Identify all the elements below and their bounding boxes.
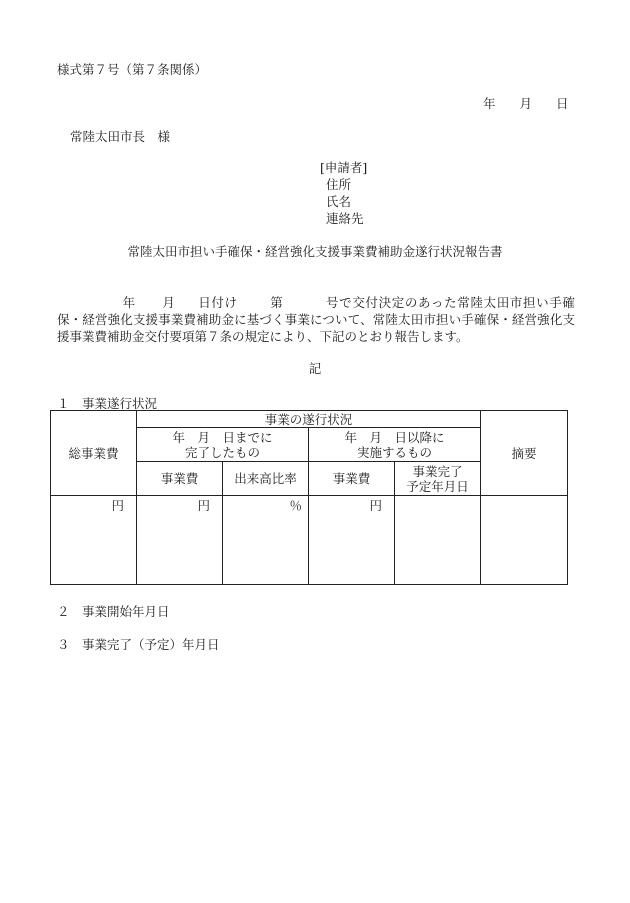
project-cost-header-2: 事業費 (309, 462, 395, 496)
body-day-dated: 日付け (197, 295, 238, 310)
applicant-address: 住所 (326, 177, 352, 192)
total-cost-cell: 円 (51, 496, 137, 585)
report-date (483, 96, 569, 112)
completion-date-line1: 事業完了 (412, 463, 463, 479)
completed-header (137, 428, 309, 462)
completion-date-header (395, 462, 481, 496)
total-cost-header: 総事業費 (51, 411, 137, 496)
applicant-name: 氏名 (326, 194, 352, 209)
section-3-heading: ３ 事業完了（予定）年月日 (57, 637, 220, 652)
applicant-contact: 連絡先 (326, 211, 364, 226)
body-number-prefix: 第 (269, 295, 284, 310)
report-body (57, 294, 575, 345)
date-month: 月 (519, 96, 533, 111)
remarks-header: 摘要 (481, 411, 568, 496)
completion-rate-header: 出来高比率 (223, 462, 309, 496)
section-1-heading: １ 事業遂行状況 (57, 396, 158, 411)
planned-line1: 年 月 日以降に (344, 429, 445, 445)
body-month: 月 (161, 295, 176, 310)
document-title: 常陸太田市担い手確保・経営強化支援事業費補助金遂行状況報告書 (127, 244, 503, 259)
applicant-label: [申請者] (320, 160, 368, 175)
ki-marker: 記 (308, 361, 322, 376)
completed-cost-cell: 円 (137, 496, 223, 585)
section-2-heading: ２ 事業開始年月日 (57, 604, 170, 619)
planned-line2: 実施するもの (357, 444, 433, 460)
progress-table (50, 410, 568, 585)
completed-line2: 完了したもの (184, 444, 260, 460)
completed-line1: 年 月 日までに (172, 429, 273, 445)
form-number: 様式第７号（第７条関係） (57, 62, 208, 77)
completion-date-cell (395, 496, 481, 585)
body-text: 号で交付決定のあった常陸太田市担い手確保・経営強化支援事業費補助金に基づく事業について、常陸太田市担い手確保・経営強化支援事業費補助金交付要項第７条の規定により、下記のとおり報告します。 (57, 295, 575, 344)
body-year: 年 (122, 295, 136, 310)
project-cost-header: 事業費 (137, 462, 223, 496)
applicant-block (320, 160, 367, 228)
date-day: 日 (556, 96, 569, 111)
addressee: 常陸太田市長 様 (70, 129, 171, 144)
progress-status-header: 事業の遂行状況 (137, 411, 481, 428)
remarks-cell (481, 496, 568, 585)
completion-rate-cell: ％ (223, 496, 309, 585)
planned-header (309, 428, 481, 462)
planned-cost-cell: 円 (309, 496, 395, 585)
date-year: 年 (483, 96, 496, 111)
completion-date-line2: 予定年月日 (406, 478, 469, 494)
